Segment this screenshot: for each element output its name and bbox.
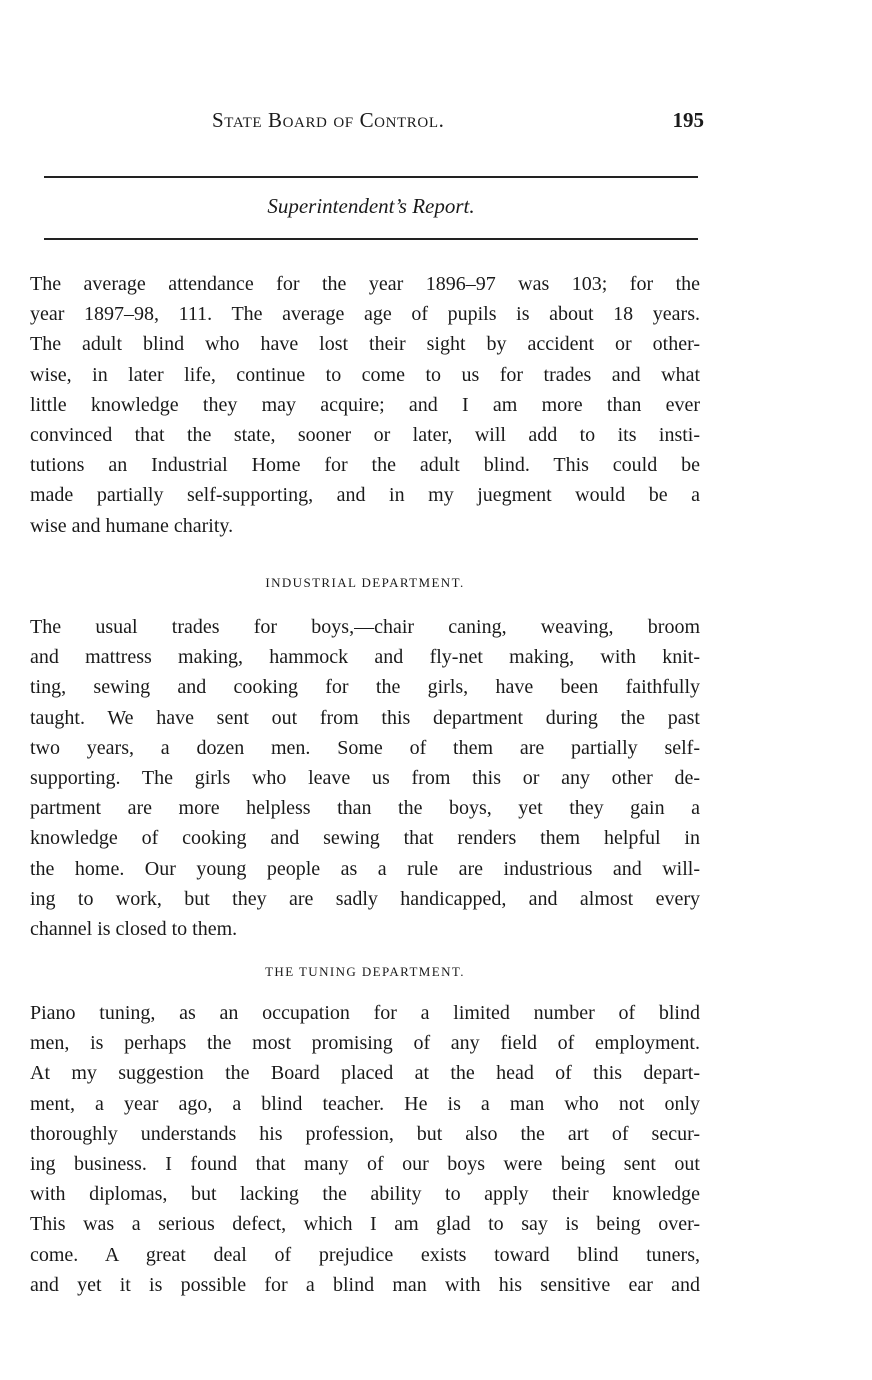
top-rule bbox=[44, 176, 698, 178]
running-title: State Board of Control. bbox=[212, 108, 445, 132]
text-line: little knowledge they may acquire; and I am more than ever bbox=[30, 393, 700, 416]
text-line: taught. We have sent out from this department during the past bbox=[30, 706, 700, 729]
text-line: The adult blind who have lost their sight by accident or other- bbox=[30, 333, 700, 356]
running-head bbox=[40, 108, 704, 138]
text-line: wise, in later life, continue to come to us for trades and what bbox=[30, 363, 700, 386]
text-line: and yet it is possible for a blind man with his sensitive ear and bbox=[30, 1273, 700, 1296]
text-line: At my suggestion the Board placed at the head of this depart- bbox=[30, 1062, 700, 1085]
subheading-tuning-department: THE TUNING DEPARTMENT. bbox=[265, 964, 465, 979]
text-line: ting, sewing and cooking for the girls, have been faithfully bbox=[30, 676, 700, 699]
text-line: men, is perhaps the most promising of any field of employment. bbox=[30, 1032, 700, 1055]
text-line: channel is closed to them. bbox=[30, 917, 238, 940]
text-line: ment, a year ago, a blind teacher. He is a man who not only bbox=[30, 1092, 700, 1115]
text-line: The usual trades for boys,—chair caning, weaving, broom bbox=[30, 616, 700, 638]
text-line: This was a serious defect, which I am glad to say is being over- bbox=[30, 1213, 700, 1236]
text-line: and mattress making, hammock and fly-net making, with knit- bbox=[30, 646, 700, 669]
text-line: thoroughly understands his profession, but also the art of secur- bbox=[30, 1122, 700, 1145]
text-line: ing to work, but they are sadly handicapped, and almost every bbox=[30, 887, 700, 910]
text-line: two years, a dozen men. Some of them are partially self- bbox=[30, 736, 700, 759]
text-line: convinced that the state, sooner or later, will add to its insti- bbox=[30, 423, 700, 446]
text-line: come. A great deal of prejudice exists toward blind tuners, bbox=[30, 1243, 700, 1266]
paragraph-industrial bbox=[30, 612, 700, 944]
page-number: 195 bbox=[672, 108, 704, 132]
text-line: the home. Our young people as a rule are industrious and will- bbox=[30, 857, 700, 880]
text-line: Piano tuning, as an occupation for a limited number of blind bbox=[30, 1002, 700, 1024]
section-title: Superintendent’s Report. bbox=[267, 194, 475, 218]
text-line: ing business. I found that many of our boys were being sent out bbox=[30, 1152, 700, 1175]
text-line: The average attendance for the year 1896–97 was 103; for the bbox=[30, 273, 700, 295]
text-line: made partially self-supporting, and in my juegment would be a bbox=[30, 484, 700, 507]
text-line: year 1897–98, 111. The average age of pupils is about 18 years. bbox=[30, 303, 700, 326]
text-line: supporting. The girls who leave us from this or any other de- bbox=[30, 766, 700, 789]
paragraph-tuning bbox=[30, 998, 700, 1300]
text-line: wise and humane charity. bbox=[30, 514, 234, 537]
text-line: partment are more helpless than the boys, yet they gain a bbox=[30, 797, 700, 820]
text-line: with diplomas, but lacking the ability to apply their knowledge bbox=[30, 1183, 700, 1206]
paragraph-attendance bbox=[30, 269, 700, 541]
subheading-industrial-department: INDUSTRIAL DEPARTMENT. bbox=[265, 575, 465, 590]
bottom-rule bbox=[44, 238, 698, 240]
text-line: tutions an Industrial Home for the adult blind. This could be bbox=[30, 454, 700, 477]
text-line: knowledge of cooking and sewing that renders them helpful in bbox=[30, 827, 700, 850]
